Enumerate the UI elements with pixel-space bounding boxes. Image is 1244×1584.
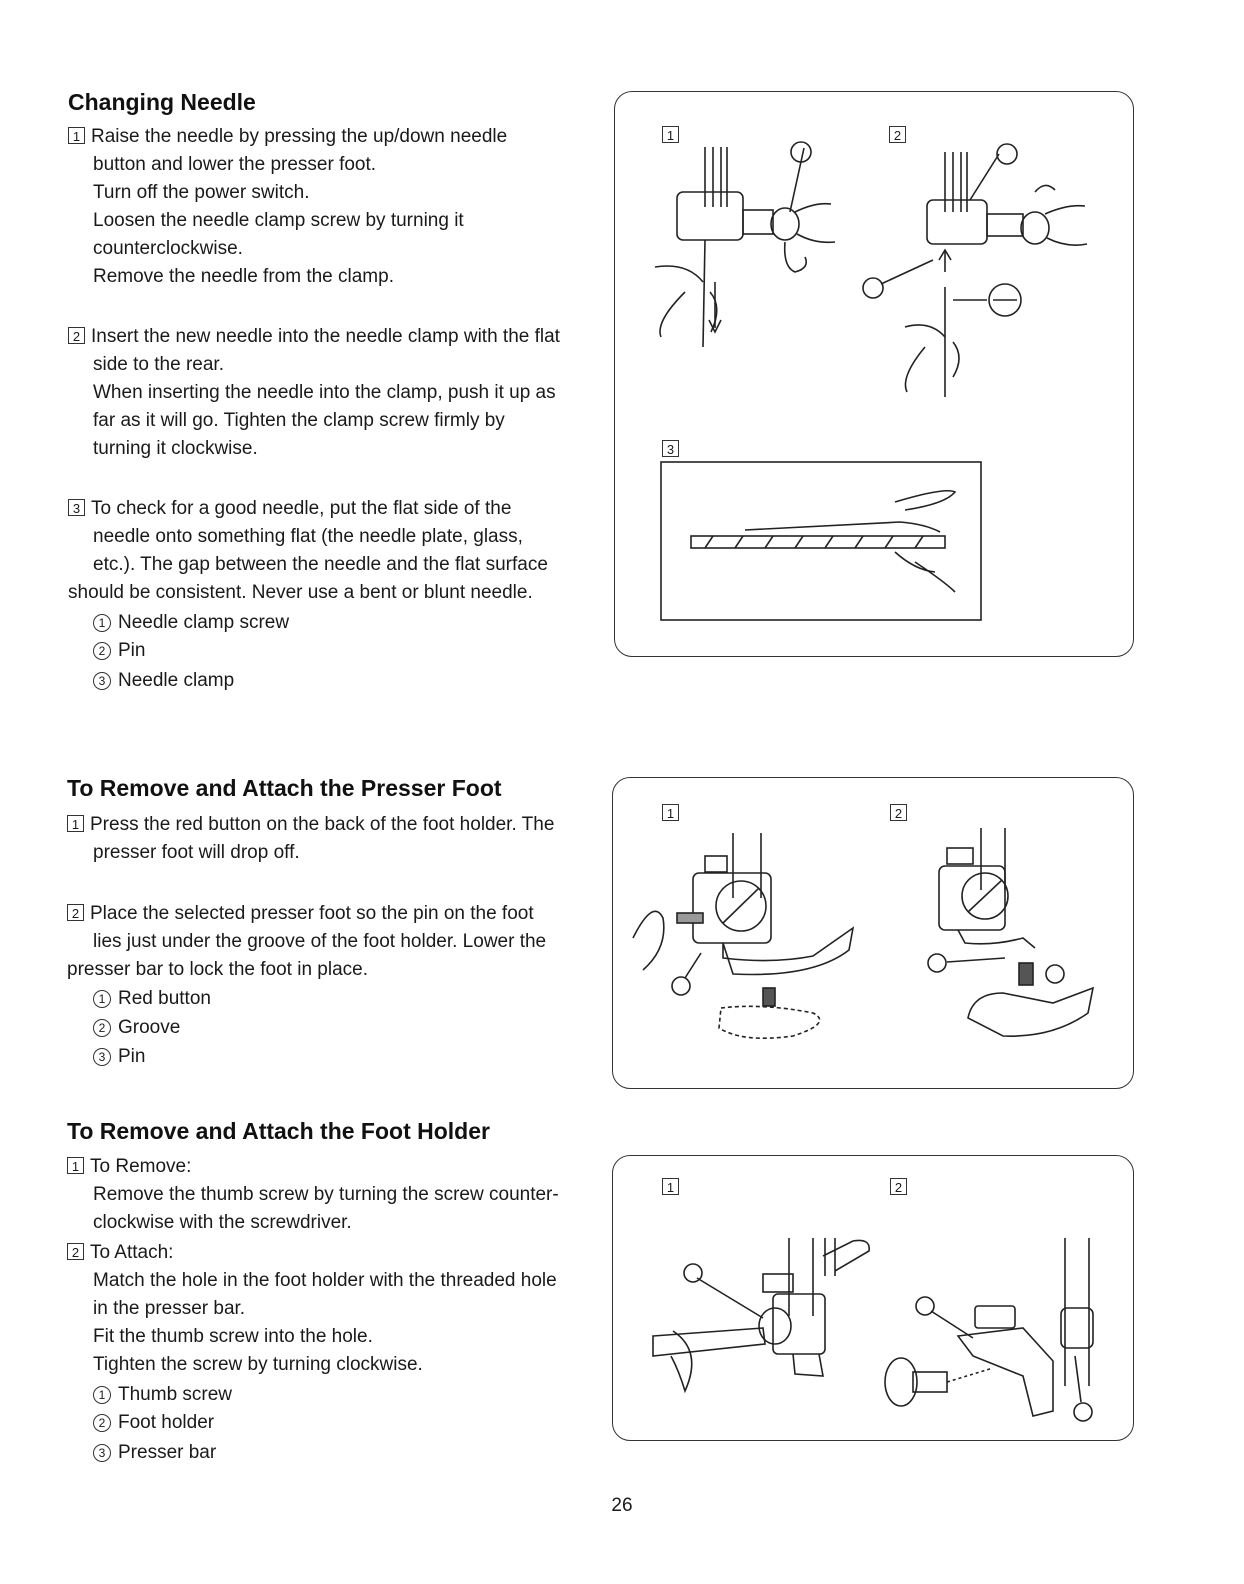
section-title-changing-needle: Changing Needle bbox=[68, 89, 256, 115]
step-text: 1 To Remove: bbox=[67, 1153, 191, 1181]
needle-illustration bbox=[615, 92, 1135, 658]
page-number: 26 bbox=[611, 1495, 633, 1516]
figure-label: 3 bbox=[662, 440, 679, 457]
step-text: Remove the needle from the clamp. bbox=[93, 266, 394, 287]
foot-holder-illustration bbox=[613, 1156, 1135, 1442]
step-text: lies just under the groove of the foot holder. Lower the bbox=[93, 931, 547, 952]
figure-presser-foot bbox=[612, 777, 1134, 1089]
figure-label: 1 bbox=[662, 1178, 679, 1195]
step-text: button and lower the presser foot. bbox=[93, 154, 377, 175]
legend-item: 1 Red button bbox=[93, 985, 211, 1013]
step-number-box: 2 bbox=[67, 1243, 84, 1260]
step-text: presser bar to lock the foot in place. bbox=[67, 959, 368, 980]
step-text: Fit the thumb screw into the hole. bbox=[93, 1326, 373, 1347]
step-number-box: 2 bbox=[67, 904, 84, 921]
figure-foot-holder bbox=[612, 1155, 1134, 1441]
step-text: Turn off the power switch. bbox=[93, 182, 310, 203]
step-text: Remove the thumb screw by turning the screw counter- bbox=[93, 1184, 559, 1205]
step-text: etc.). The gap between the needle and the flat surface bbox=[93, 554, 548, 575]
step-number-box: 1 bbox=[67, 815, 84, 832]
legend-item: 1 Needle clamp screw bbox=[93, 609, 289, 637]
figure-label: 2 bbox=[889, 126, 906, 143]
step-text: 2 Place the selected presser foot so the pin on the foot bbox=[67, 900, 534, 928]
step-text: 2 Insert the new needle into the needle clamp with the flat bbox=[68, 323, 560, 351]
step-text: 3 To check for a good needle, put the flat side of the bbox=[68, 495, 511, 523]
figure-changing-needle bbox=[614, 91, 1134, 657]
step-text: 1 Raise the needle by pressing the up/down needle bbox=[68, 123, 507, 151]
legend-item: 2 Pin bbox=[93, 637, 145, 665]
step-text: side to the rear. bbox=[93, 354, 224, 375]
step-text: 2 To Attach: bbox=[67, 1239, 173, 1267]
step-number-box: 3 bbox=[68, 499, 85, 516]
step-text: Loosen the needle clamp screw by turning it bbox=[93, 210, 464, 231]
step-text: clockwise with the screwdriver. bbox=[93, 1212, 352, 1233]
section-title-foot-holder: To Remove and Attach the Foot Holder bbox=[67, 1118, 490, 1144]
step-text: turning it clockwise. bbox=[93, 438, 258, 459]
step-number-box: 1 bbox=[67, 1157, 84, 1174]
step-number-box: 1 bbox=[68, 127, 85, 144]
figure-label: 1 bbox=[662, 126, 679, 143]
legend-item: 2 Foot holder bbox=[93, 1409, 214, 1437]
step-number-box: 2 bbox=[68, 327, 85, 344]
step-text: needle onto something flat (the needle plate, glass, bbox=[93, 526, 523, 547]
section-title-presser-foot: To Remove and Attach the Presser Foot bbox=[67, 775, 502, 801]
figure-label: 1 bbox=[662, 804, 679, 821]
legend-item: 2 Groove bbox=[93, 1014, 180, 1042]
figure-label: 2 bbox=[890, 804, 907, 821]
figure-label: 2 bbox=[890, 1178, 907, 1195]
legend-item: 3 Needle clamp bbox=[93, 667, 234, 695]
step-text: presser foot will drop off. bbox=[93, 842, 300, 863]
legend-item: 3 Presser bar bbox=[93, 1439, 216, 1467]
step-text: 1 Press the red button on the back of the foot holder. The bbox=[67, 811, 554, 839]
step-text: counterclockwise. bbox=[93, 238, 243, 259]
step-text: far as it will go. Tighten the clamp screw firmly by bbox=[93, 410, 505, 431]
legend-item: 1 Thumb screw bbox=[93, 1381, 232, 1409]
step-text: Match the hole in the foot holder with the threaded hole bbox=[93, 1270, 557, 1291]
step-text: in the presser bar. bbox=[93, 1298, 246, 1319]
step-text: Tighten the screw by turning clockwise. bbox=[93, 1354, 423, 1375]
step-text: should be consistent. Never use a bent or blunt needle. bbox=[68, 582, 533, 603]
presser-foot-illustration bbox=[613, 778, 1135, 1090]
legend-item: 3 Pin bbox=[93, 1043, 145, 1071]
step-text: When inserting the needle into the clamp, push it up as bbox=[93, 382, 556, 403]
